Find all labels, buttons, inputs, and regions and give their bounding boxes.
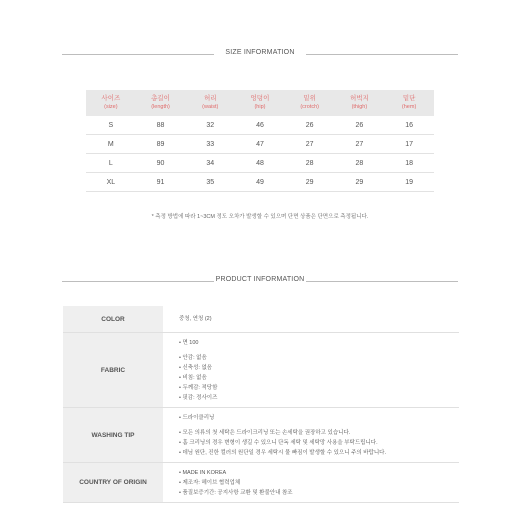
washing-detail: • 데님 원단, 진한 컬러의 원단일 경우 세탁시 물 빠짐이 발생할 수 있으니 주의 바랍니다. xyxy=(179,450,387,456)
table-cell: 19 xyxy=(384,173,434,192)
table-row xyxy=(86,154,434,173)
washing-line: • 드라이클리닝 xyxy=(179,415,215,421)
product-info-row-fabric xyxy=(63,333,459,408)
column-header-thigh: 허벅지 (thigh) xyxy=(335,90,385,116)
table-cell: 33 xyxy=(185,135,235,154)
product-info-row-washing xyxy=(63,408,459,463)
table-cell: 47 xyxy=(235,135,285,154)
table-cell: 26 xyxy=(285,116,335,135)
column-header-length: 총길이 (length) xyxy=(136,90,186,116)
row-value-color xyxy=(163,306,459,332)
row-value-washing-tip xyxy=(163,408,459,462)
row-label-color: COLOR xyxy=(63,306,163,332)
table-cell: 35 xyxy=(185,173,235,192)
washing-detail: • 홈 크리닝의 경우 변형이 생길 수 있으니 단독 세탁 및 세탁망 사용을 부탁드립니다. xyxy=(179,440,378,446)
table-row xyxy=(86,173,434,192)
column-header-waist: 허리 (waist) xyxy=(185,90,235,116)
size-information-title: SIZE INFORMATION xyxy=(225,49,295,56)
table-cell: 29 xyxy=(335,173,385,192)
table-cell: 29 xyxy=(285,173,335,192)
table-cell: 46 xyxy=(235,116,285,135)
fabric-detail: • 비침: 없음 xyxy=(179,375,207,381)
row-value-fabric xyxy=(163,333,459,407)
size-table xyxy=(86,90,434,192)
table-cell: 28 xyxy=(285,154,335,173)
table-cell: M xyxy=(86,135,136,154)
size-table-header-row xyxy=(86,90,434,116)
column-header-hem: 밑단 (hem) xyxy=(384,90,434,116)
table-cell: 89 xyxy=(136,135,186,154)
divider xyxy=(306,281,458,282)
table-cell: 18 xyxy=(384,154,434,173)
washing-detail: • 모든 의류의 첫 세탁은 드라이크리닝 또는 손세탁을 권장하고 있습니다. xyxy=(179,430,351,436)
fabric-detail: • 신축성: 없음 xyxy=(179,365,213,371)
table-cell: 26 xyxy=(335,116,385,135)
fabric-detail: • 안감: 없음 xyxy=(179,355,207,361)
column-header-crotch: 밑위 (crotch) xyxy=(285,90,335,116)
product-info-row-origin xyxy=(63,463,459,503)
fabric-detail: • 두께감: 적당함 xyxy=(179,385,218,391)
row-label-fabric: FABRIC xyxy=(63,333,163,407)
product-information-title: PRODUCT INFORMATION xyxy=(215,276,305,283)
table-row xyxy=(86,116,434,135)
row-label-country-of-origin: COUNTRY OF ORIGIN xyxy=(63,463,163,502)
origin-line: • 제조자: 헤이브 협력업체 xyxy=(179,480,241,486)
table-row xyxy=(86,135,434,154)
table-cell: S xyxy=(86,116,136,135)
product-info-row-color xyxy=(63,306,459,333)
color-value: 중청, 연청 (2) xyxy=(179,316,212,322)
table-cell: 28 xyxy=(335,154,385,173)
table-cell: 48 xyxy=(235,154,285,173)
table-cell: L xyxy=(86,154,136,173)
measurement-note: * 측정 방법에 따라 1~3CM 정도 오차가 발생할 수 있으며 단면 상품은 단면으로 측정됩니다. xyxy=(151,214,369,220)
divider xyxy=(306,54,458,55)
table-cell: 90 xyxy=(136,154,186,173)
row-value-country-of-origin xyxy=(163,463,459,502)
table-cell: 17 xyxy=(384,135,434,154)
product-information-header xyxy=(62,275,458,287)
table-cell: XL xyxy=(86,173,136,192)
origin-line: • MADE IN KOREA xyxy=(179,470,227,476)
product-info-table xyxy=(63,306,459,503)
table-cell: 27 xyxy=(285,135,335,154)
table-cell: 49 xyxy=(235,173,285,192)
table-cell: 34 xyxy=(185,154,235,173)
column-header-size: 사이즈 (size) xyxy=(86,90,136,116)
row-label-washing-tip: WASHING TIP xyxy=(63,408,163,462)
table-cell: 32 xyxy=(185,116,235,135)
origin-line: • 품질보증기간: 공지사항 교환 및 환불안내 참조 xyxy=(179,490,293,496)
table-cell: 91 xyxy=(136,173,186,192)
column-header-hip: 엉덩이 (hip) xyxy=(235,90,285,116)
table-cell: 27 xyxy=(335,135,385,154)
size-information-header xyxy=(62,48,458,60)
fabric-line: • 면 100 xyxy=(179,340,199,346)
table-cell: 16 xyxy=(384,116,434,135)
fabric-detail: • 핏감: 정사이즈 xyxy=(179,395,218,401)
table-cell: 88 xyxy=(136,116,186,135)
